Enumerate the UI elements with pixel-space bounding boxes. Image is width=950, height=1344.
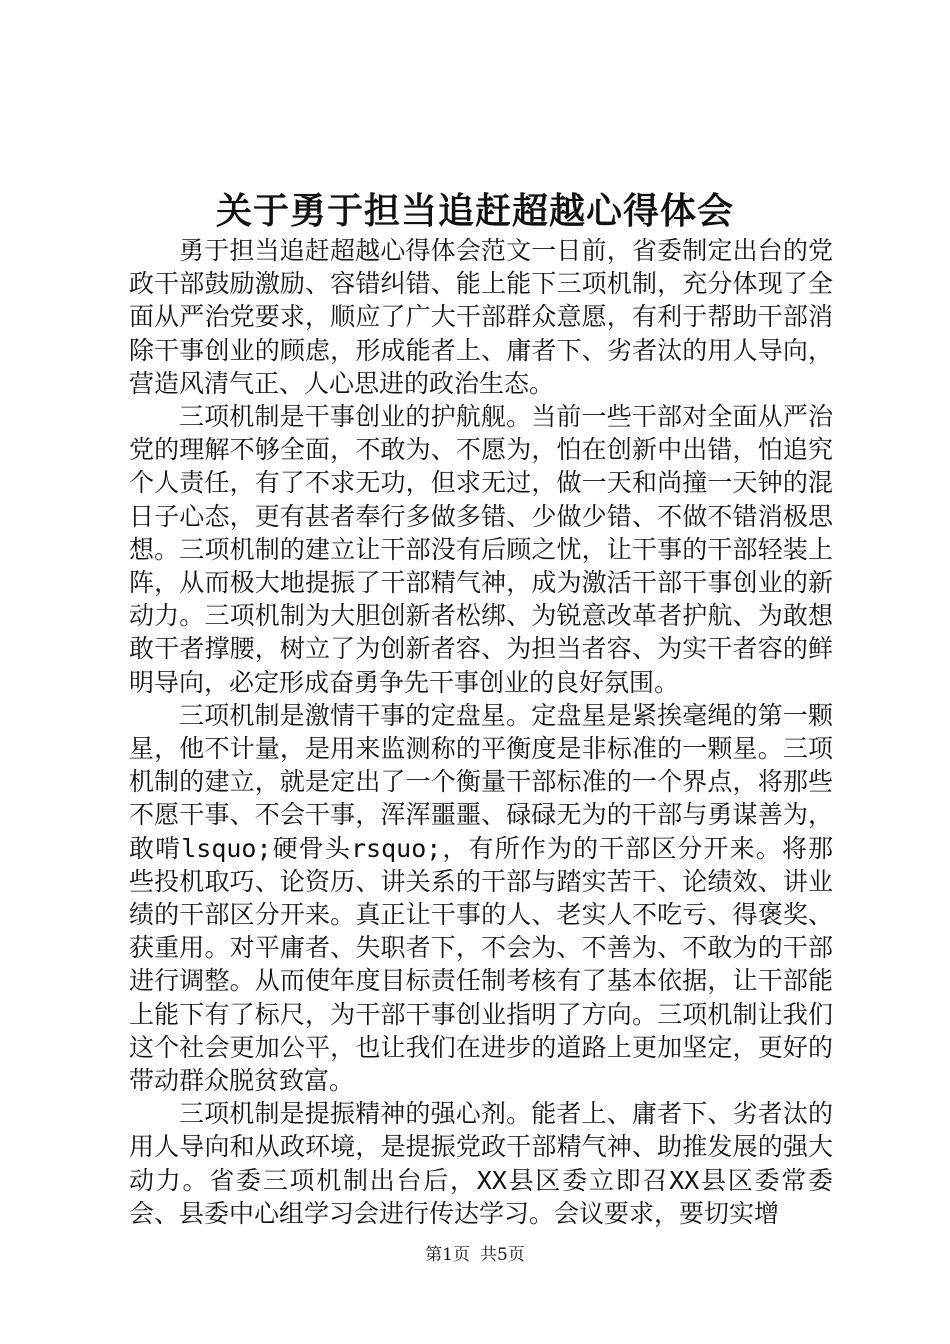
paragraph-3: 三项机制是激情干事的定盘星。定盘星是紧挨毫绳的第一颗星，他不计量，是用来监测称的平衡度是非标准的一颗星。三项机制的建立，就是定出了一个衡量干部标准的一个界点，将那些不愿干事、不会干事，浑浑噩噩、碌碌无为的干部与勇谋善为，敢啃lsquo;硬骨头rsquo;，有所作为的干部区分开来。将那些投机取巧、论资历、讲关系的干部与踏实苦干、论绩效、讲业绩的干部区分开来。真正让干事的人、老实人不吃亏、得褒奖、获重用。对平庸者、失职者下，不会为、不善为、不敢为的干部进行调整。从而使年度目标责任制考核有了基本依据，让干部能上能下有了标尺，为干部干事创业指明了方向。三项机制让我们这个社会更加公平，也让我们在进步的道路上更加坚定，更好的带动群众脱贫致富。 (129, 700, 833, 1096)
document-body (129, 234, 833, 1230)
paragraph-4: 三项机制是提振精神的强心剂。能者上、庸者下、劣者汰的用人导向和从政环境，是提振党政干部精气神、助推发展的强大动力。省委三项机制出台后，XX县区委立即召XX县区委常委会、县委中心组学习会进行传达学习。会议要求，要切实增 (129, 1099, 833, 1228)
page-total: 共5页 (480, 1245, 525, 1265)
paragraph-2: 三项机制是干事创业的护航舰。当前一些干部对全面从严治党的理解不够全面，不敢为、不愿为，怕在创新中出错，怕追究个人责任，有了不求无功，但求无过，做一天和尚撞一天钟的混日子心态，更有甚者奉行多做多错、少做少错、不做不错消极思想。三项机制的建立让干部没有后顾之忧，让干事的干部轻装上阵，从而极大地提振了干部精气神，成为激活干部干事创业的新动力。三项机制为大胆创新者松绑、为锐意改革者护航、为敢想敢干者撑腰，树立了为创新者容、为担当者容、为实干者容的鲜明导向，必定形成奋勇争先干事创业的良好氛围。 (129, 402, 833, 697)
page-number: 第1页 (425, 1245, 470, 1265)
document-title: 关于勇于担当追赶超越心得体会 (215, 190, 734, 232)
paragraph-1: 勇于担当追赶超越心得体会范文一日前，省委制定出台的党政干部鼓励激励、容错纠错、能上能下三项机制，充分体现了全面从严治党要求，顺应了广大干部群众意愿，有利于帮助干部消除干事创业的顾虑，形成能者上、庸者下、劣者汰的用人导向，营造风清气正、人心思进的政治生态。 (129, 236, 833, 398)
page-footer (0, 1243, 950, 1267)
